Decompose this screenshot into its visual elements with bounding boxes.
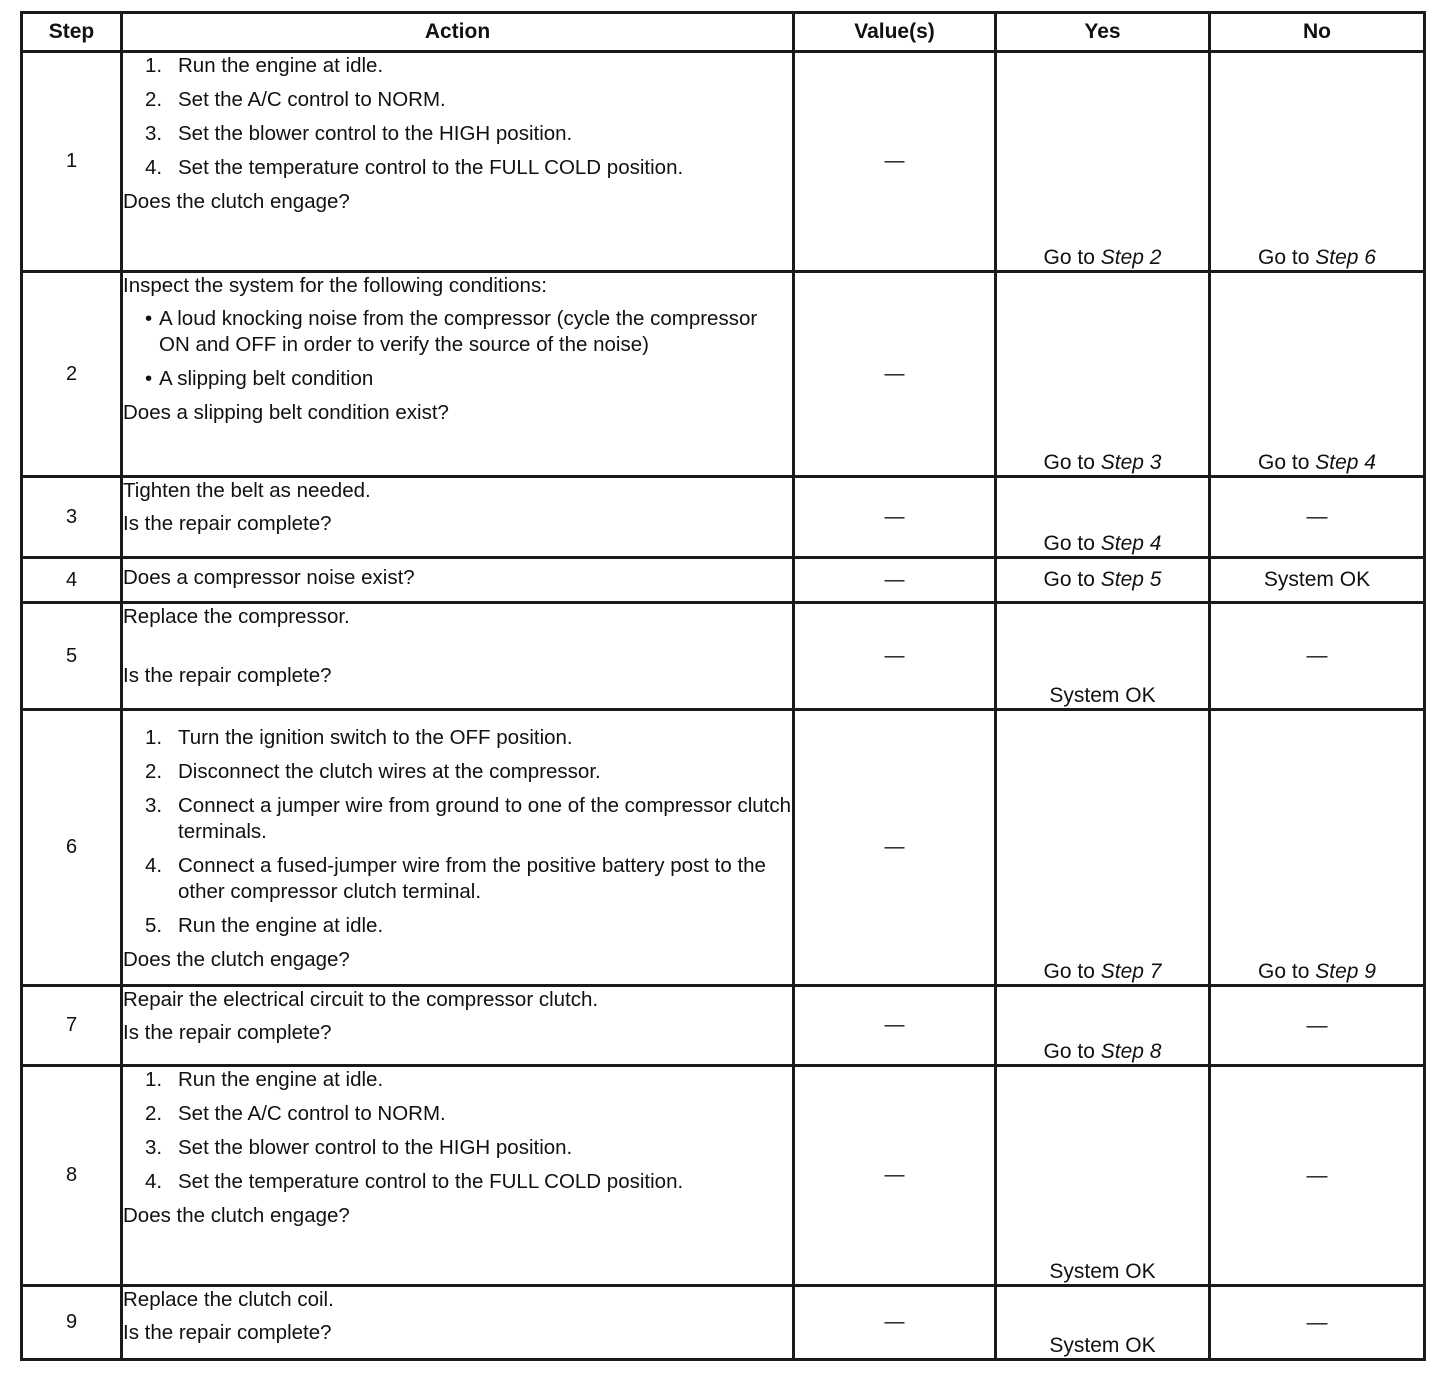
action-cell bbox=[122, 1066, 794, 1286]
value-cell: — bbox=[794, 1286, 996, 1360]
step-number: 3 bbox=[22, 477, 122, 558]
action-intro: Repair the electrical circuit to the compressor clutch. bbox=[123, 988, 599, 1011]
list-item: 1. Turn the ignition switch to the OFF position. bbox=[145, 726, 573, 749]
action-question: Does the clutch engage? bbox=[123, 948, 350, 971]
action-question: Does a compressor noise exist? bbox=[123, 566, 415, 589]
yes-cell: Go to Step 4 bbox=[996, 477, 1210, 558]
table-row bbox=[22, 558, 1425, 603]
header-action: Action bbox=[122, 13, 794, 52]
action-cell bbox=[122, 52, 794, 272]
step-link: Step 6 bbox=[1315, 246, 1376, 269]
action-intro: Inspect the system for the following conditions: bbox=[123, 274, 547, 297]
action-list bbox=[123, 53, 792, 181]
table-row bbox=[22, 1286, 1425, 1360]
table-row bbox=[22, 52, 1425, 272]
step-link: Step 7 bbox=[1100, 960, 1162, 983]
action-cell bbox=[122, 710, 794, 986]
action-cell bbox=[122, 558, 794, 603]
step-number: 2 bbox=[22, 272, 122, 477]
list-item: 2. Set the A/C control to NORM. bbox=[145, 88, 446, 111]
step-number: 8 bbox=[22, 1066, 122, 1286]
yes-cell: Go to Step 5 bbox=[996, 558, 1210, 603]
table-row bbox=[22, 477, 1425, 558]
step-link: Step 4 bbox=[1100, 532, 1162, 555]
no-cell: — bbox=[1210, 986, 1425, 1066]
header-row bbox=[22, 13, 1425, 52]
condition-list bbox=[123, 306, 792, 392]
header-yes: Yes bbox=[996, 13, 1210, 52]
list-item: 3. Set the blower control to the HIGH position. bbox=[145, 122, 573, 145]
header-no: No bbox=[1210, 13, 1425, 52]
action-cell bbox=[122, 1286, 794, 1360]
step-link: Step 5 bbox=[1100, 568, 1162, 591]
step-number: 4 bbox=[22, 558, 122, 603]
value-cell: — bbox=[794, 52, 996, 272]
action-cell bbox=[122, 986, 794, 1066]
table-row bbox=[22, 710, 1425, 986]
no-cell: Go to Step 9 bbox=[1210, 710, 1425, 986]
value-cell: — bbox=[794, 477, 996, 558]
action-question: Is the repair complete? bbox=[123, 512, 332, 535]
value-cell: — bbox=[794, 710, 996, 986]
step-number: 9 bbox=[22, 1286, 122, 1360]
action-list bbox=[123, 1067, 792, 1195]
list-item: 1. Run the engine at idle. bbox=[145, 1068, 384, 1091]
step-number: 7 bbox=[22, 986, 122, 1066]
yes-cell: System OK bbox=[996, 1286, 1210, 1360]
action-intro: Tighten the belt as needed. bbox=[123, 479, 371, 502]
step-link: Step 4 bbox=[1315, 451, 1376, 474]
action-list bbox=[123, 725, 792, 939]
step-link: Step 8 bbox=[1100, 1040, 1162, 1063]
list-item: • A slipping belt condition bbox=[145, 367, 374, 390]
step-link: Step 9 bbox=[1315, 960, 1376, 983]
step-number: 5 bbox=[22, 603, 122, 710]
value-cell: — bbox=[794, 558, 996, 603]
action-cell bbox=[122, 272, 794, 477]
list-item: 4. Set the temperature control to the FULL COLD position. bbox=[145, 1170, 684, 1193]
list-item: 5. Run the engine at idle. bbox=[145, 914, 384, 937]
action-cell bbox=[122, 603, 794, 710]
value-cell: — bbox=[794, 986, 996, 1066]
table-row bbox=[22, 603, 1425, 710]
yes-cell: Go to Step 2 bbox=[996, 52, 1210, 272]
table-row bbox=[22, 272, 1425, 477]
step-link: Step 3 bbox=[1100, 451, 1162, 474]
step-number: 1 bbox=[22, 52, 122, 272]
yes-cell: System OK bbox=[996, 1066, 1210, 1286]
yes-cell: System OK bbox=[996, 603, 1210, 710]
table-row bbox=[22, 986, 1425, 1066]
list-item: • A loud knocking noise from the compressor (cycle the compressor ON and OFF in order to verify the source of the noise) bbox=[145, 307, 758, 356]
no-cell: Go to Step 4 bbox=[1210, 272, 1425, 477]
table-row bbox=[22, 1066, 1425, 1286]
action-question: Is the repair complete? bbox=[123, 1021, 332, 1044]
action-intro: Replace the compressor. bbox=[123, 605, 350, 628]
list-item: 3. Set the blower control to the HIGH position. bbox=[145, 1136, 573, 1159]
list-item: 4. Connect a fused-jumper wire from the positive battery post to the other compressor clutch terminal. bbox=[145, 854, 766, 903]
step-link: Step 2 bbox=[1100, 246, 1162, 269]
yes-cell: Go to Step 8 bbox=[996, 986, 1210, 1066]
no-cell: — bbox=[1210, 477, 1425, 558]
value-cell: — bbox=[794, 1066, 996, 1286]
action-question: Is the repair complete? bbox=[123, 664, 332, 687]
value-cell: — bbox=[794, 603, 996, 710]
no-cell: System OK bbox=[1210, 558, 1425, 603]
action-intro: Replace the clutch coil. bbox=[123, 1288, 334, 1311]
no-cell: Go to Step 6 bbox=[1210, 52, 1425, 272]
yes-cell: Go to Step 7 bbox=[996, 710, 1210, 986]
action-question: Is the repair complete? bbox=[123, 1321, 332, 1344]
list-item: 4. Set the temperature control to the FULL COLD position. bbox=[145, 156, 684, 179]
list-item: 2. Set the A/C control to NORM. bbox=[145, 1102, 446, 1125]
list-item: 1. Run the engine at idle. bbox=[145, 54, 384, 77]
header-step: Step bbox=[22, 13, 122, 52]
yes-cell: Go to Step 3 bbox=[996, 272, 1210, 477]
action-question: Does the clutch engage? bbox=[123, 190, 350, 213]
no-cell: — bbox=[1210, 603, 1425, 710]
no-cell: — bbox=[1210, 1286, 1425, 1360]
value-cell: — bbox=[794, 272, 996, 477]
action-cell bbox=[122, 477, 794, 558]
no-cell: — bbox=[1210, 1066, 1425, 1286]
step-number: 6 bbox=[22, 710, 122, 986]
list-item: 2. Disconnect the clutch wires at the compressor. bbox=[145, 760, 601, 783]
list-item: 3. Connect a jumper wire from ground to one of the compressor clutch terminals. bbox=[145, 794, 792, 843]
diagnostic-table bbox=[20, 11, 1426, 1361]
action-question: Does the clutch engage? bbox=[123, 1204, 350, 1227]
action-question: Does a slipping belt condition exist? bbox=[123, 401, 449, 424]
header-values: Value(s) bbox=[794, 13, 996, 52]
